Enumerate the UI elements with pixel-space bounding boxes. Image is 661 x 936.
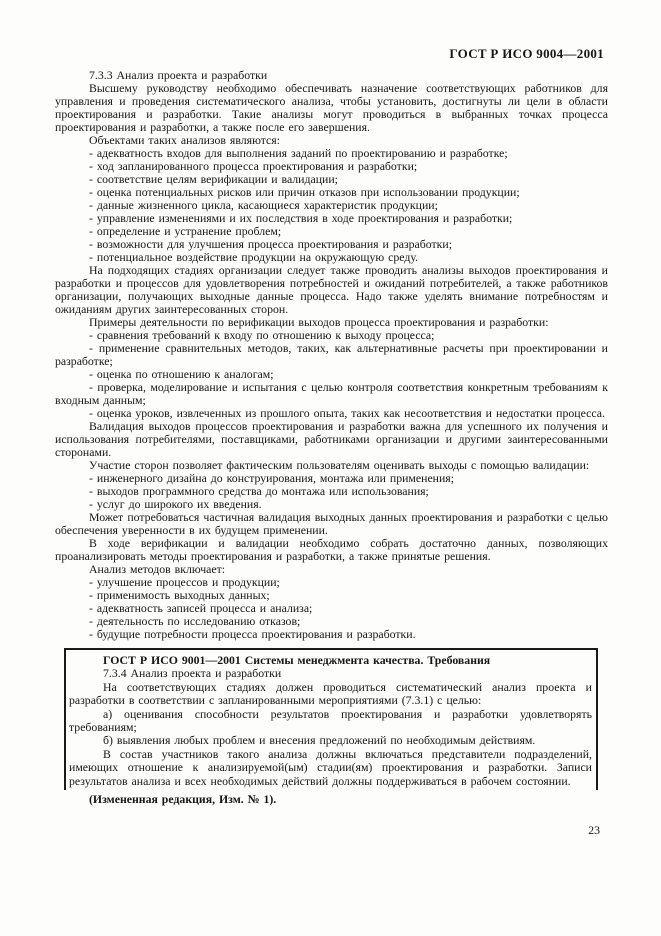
list-item: - улучшение процессов и продукции;: [89, 575, 280, 589]
list-item-lettered: а) оценивания способности результатов проектирования и разработки удовлетворять требованиям;: [69, 706, 592, 735]
list-item: - проверка, моделирование и испытания с целью контроля соответствия конкретным требованиям к входным данным;: [55, 380, 608, 407]
amendment-note: (Измененная редакция, Изм. № 1).: [89, 792, 277, 807]
list-item: - адекватность записей процесса и анализа;: [89, 601, 313, 615]
list-item: - адекватность входов для выполнения заданий по проектированию и разработке;: [89, 146, 508, 160]
paragraph: Валидация выходов процессов проектирования и разработки важна для успешного их получения и использования потребителями, поставщиками, работниками организации и другими заинтересованными сторонами.: [55, 419, 608, 459]
quote-box-title: ГОСТ Р ИСО 9001—2001 Системы менеджмента качества. Требования: [103, 653, 491, 667]
list-item: - управление изменениями и их последствия в ходе проектирования и разработки;: [89, 211, 513, 225]
list-item: - оценка потенциальных рисков или причин отказов при использовании продукции;: [89, 185, 520, 199]
page-footer: [55, 823, 600, 838]
subsection-heading: 7.3.4 Анализ проекта и разработки: [103, 666, 282, 681]
list-item: - сравнения требований к входу по отношению к выходу процесса;: [89, 328, 435, 342]
paragraph: Объектами таких анализов являются:: [89, 133, 280, 147]
paragraph: Участие сторон позволяет фактическим пользователям оценивать выходы с помощью валидации:: [89, 458, 590, 472]
page-header: [55, 46, 604, 62]
list-item-lettered: б) выявления любых проблем и внесения предложений по необходимым действиям.: [103, 733, 536, 748]
list-item: - будущие потребности процесса проектирования и разработки.: [89, 627, 416, 641]
standard-number-header: ГОСТ Р ИСО 9004—2001: [449, 46, 604, 61]
list-item: - потенциальное воздействие продукции на окружающую среду.: [89, 250, 418, 264]
gost-9001-quote-box: [64, 648, 598, 790]
list-item: - данные жизненного цикла, касающиеся характеристик продукции;: [89, 198, 438, 212]
list-item: - оценка по отношению к аналогам;: [89, 367, 274, 381]
paragraph: Примеры деятельности по верификации выходов процесса проектирования и разработки:: [89, 315, 549, 329]
list-item: - применимость выходных данных;: [89, 588, 270, 602]
list-item: - соответствие целям верификации и валидации;: [89, 172, 338, 186]
list-item: - определение и устранение проблем;: [89, 224, 282, 238]
paragraph: В ходе верификации и валидации необходимо собрать достаточно данных, позволяющих проанализировать методы проектирования и разработки, а также принятые решения.: [55, 536, 608, 563]
paragraph: На соответствующих стадиях должен проводиться систематический анализ проекта и разработки в соответствии с запланированными мероприятиями (7.3.1) с целью:: [69, 679, 592, 708]
list-item: - выходов программного средства до монтажа или использования;: [89, 484, 429, 498]
paragraph: Высшему руководству необходимо обеспечивать назначение соответствующих работников для управления и проведения систематического анализа, чтобы установить, достигнуты ли цели в области проектирования и разработки. Такие анализы могут проводиться в выбранных точках процесса проектирования и разработки, а также после его завершения.: [55, 81, 608, 134]
paragraph: Может потребоваться частичная валидация выходных данных проектирования и разработки с целью обеспечения уверенности в их будущем применении.: [55, 510, 608, 537]
list-item: - оценка уроков, извлеченных из прошлого опыта, таких как несоответствия и недостатки процесса.: [89, 406, 605, 420]
list-item: - деятельность по исследованию отказов;: [89, 614, 301, 628]
paragraph: На подходящих стадиях организации следует также проводить анализы выходов проектирования и разработки и процессов для удовлетворения потребностей и ожиданий потребителей, а также работников организации, получающих выходные данные процесса. Надо также уделять внимание потребностям и ожиданиям других заинтересованных сторон.: [55, 263, 608, 316]
subsection-heading: 7.3.3 Анализ проекта и разработки: [89, 68, 268, 82]
list-item: - услуг до широкого их введения.: [89, 497, 262, 511]
document-body: [55, 69, 608, 806]
list-item: - применение сравнительных методов, таких, как альтернативные расчеты при проектировании и разработке;: [55, 341, 608, 368]
list-item: - возможности для улучшения процесса проектирования и разработки;: [89, 237, 452, 251]
page-number: 23: [588, 823, 600, 837]
list-item: - ход запланированного процесса проектирования и разработки;: [89, 159, 418, 173]
paragraph: В состав участников такого анализа должны включаться представители подразделений, имеющих отношение к анализируемой(ым) стадии(ям) проектирования и разработки. Записи результатов анализа и всех необходимых действий должны поддерживаться в рабочем состоянии.: [69, 746, 592, 788]
list-item: - инженерного дизайна до конструирования, монтажа или применения;: [89, 471, 455, 485]
paragraph: Анализ методов включает:: [89, 562, 226, 576]
